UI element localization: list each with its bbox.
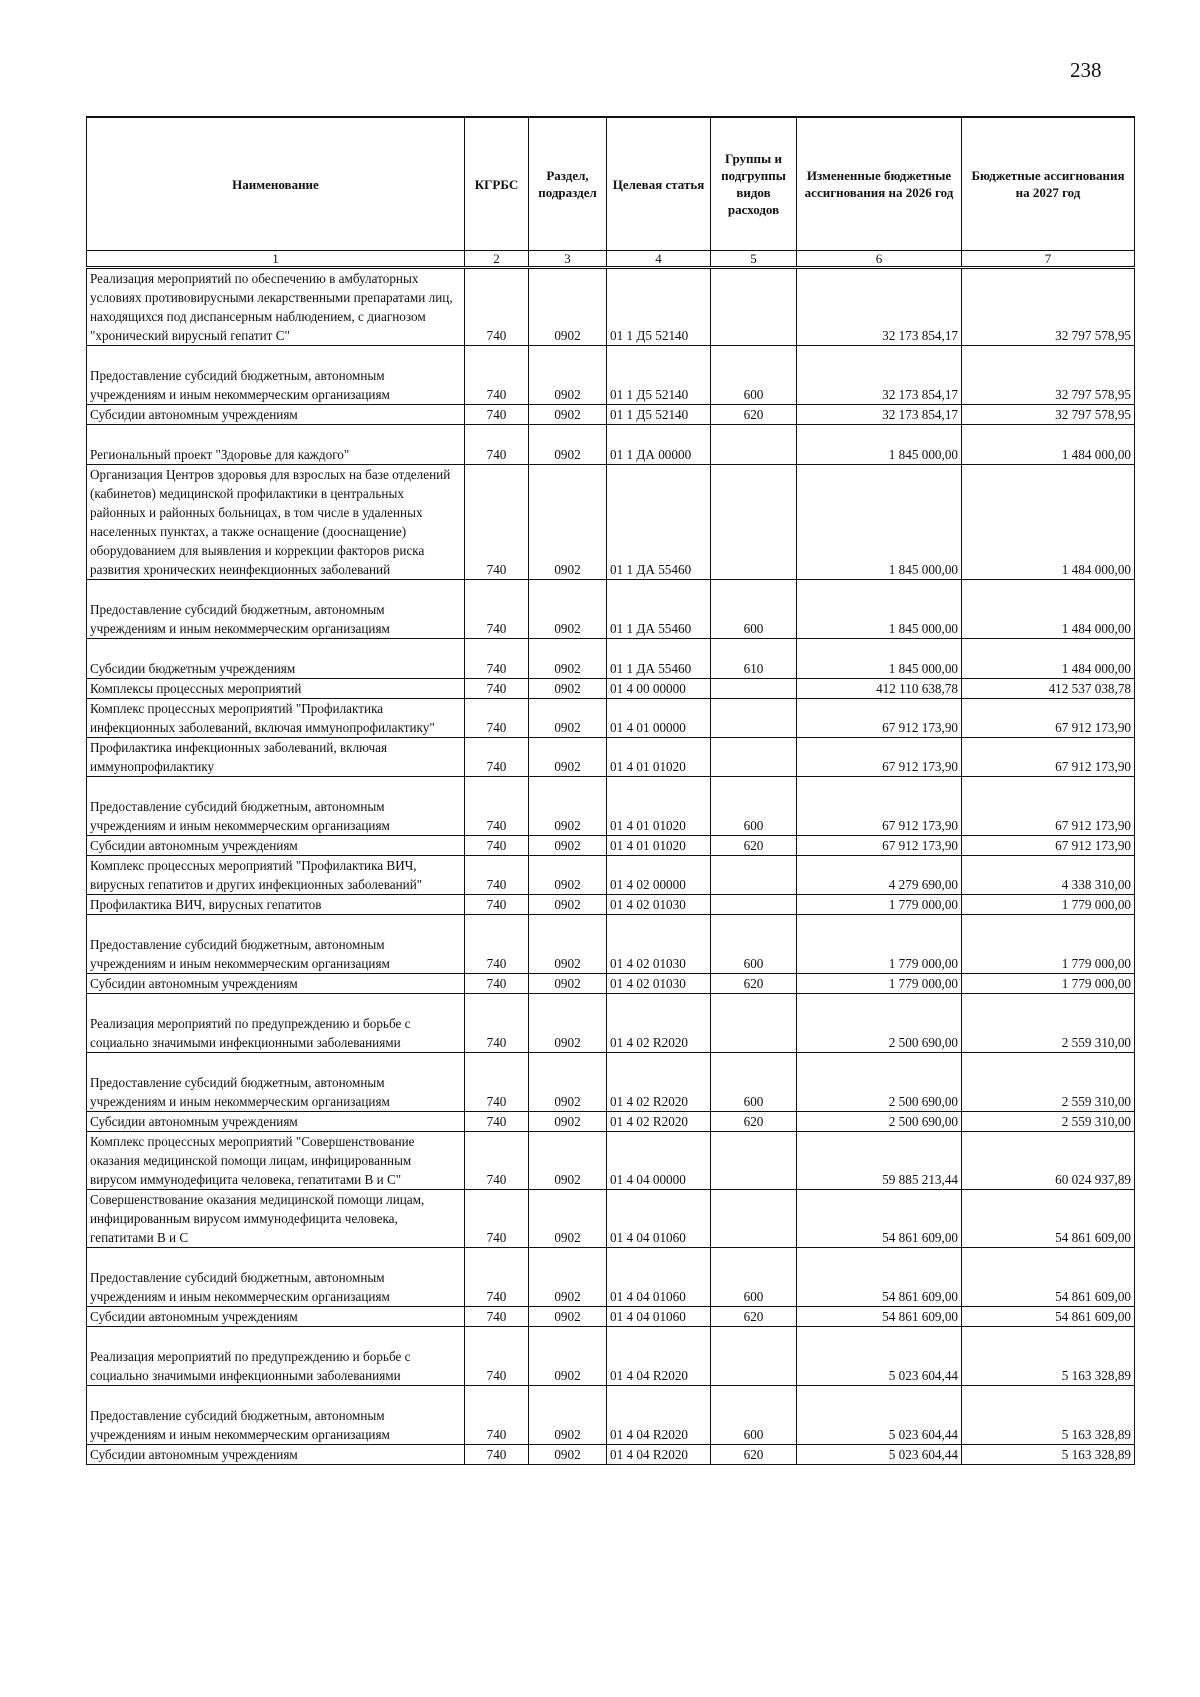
row-group: 620 <box>711 405 797 425</box>
row-amount-2026: 1 779 000,00 <box>797 974 962 994</box>
row-group: 620 <box>711 836 797 856</box>
row-section: 0902 <box>529 915 607 974</box>
table-row <box>87 1445 1135 1465</box>
table-row <box>87 974 1135 994</box>
row-amount-2027: 67 912 173,90 <box>962 836 1135 856</box>
row-kgrbs: 740 <box>465 580 529 639</box>
row-section: 0902 <box>529 1386 607 1445</box>
row-section: 0902 <box>529 425 607 465</box>
row-amount-2026: 54 861 609,00 <box>797 1248 962 1307</box>
header-kgrbs: КГРБС <box>465 117 529 251</box>
row-amount-2027: 1 484 000,00 <box>962 639 1135 679</box>
row-name: Предоставление субсидий бюджетным, автономным учреждениям и иным некоммерческим организациям <box>87 346 465 405</box>
row-amount-2027: 32 797 578,95 <box>962 268 1135 346</box>
row-name: Комплекс процессных мероприятий "Профилактика инфекционных заболеваний, включая иммунопрофилактику" <box>87 699 465 738</box>
table-row <box>87 465 1135 580</box>
row-target: 01 4 00 00000 <box>607 679 711 699</box>
row-amount-2026: 32 173 854,17 <box>797 268 962 346</box>
table-row <box>87 1327 1135 1386</box>
row-section: 0902 <box>529 1112 607 1132</box>
table-row <box>87 405 1135 425</box>
column-number: 1 <box>87 251 465 268</box>
row-group <box>711 1327 797 1386</box>
row-target: 01 1 ДА 00000 <box>607 425 711 465</box>
row-target: 01 4 04 R2020 <box>607 1386 711 1445</box>
row-kgrbs: 740 <box>465 856 529 895</box>
table-row <box>87 268 1135 346</box>
table-row <box>87 738 1135 777</box>
row-section: 0902 <box>529 699 607 738</box>
row-group: 600 <box>711 1053 797 1112</box>
row-group <box>711 465 797 580</box>
row-target: 01 4 01 01020 <box>607 836 711 856</box>
row-kgrbs: 740 <box>465 1112 529 1132</box>
row-group: 620 <box>711 974 797 994</box>
table-row <box>87 699 1135 738</box>
row-kgrbs: 740 <box>465 738 529 777</box>
table-row <box>87 856 1135 895</box>
row-name: Предоставление субсидий бюджетным, автономным учреждениям и иным некоммерческим организациям <box>87 1248 465 1307</box>
column-numbers-row <box>87 251 1135 268</box>
row-name: Предоставление субсидий бюджетным, автономным учреждениям и иным некоммерческим организациям <box>87 580 465 639</box>
row-amount-2027: 32 797 578,95 <box>962 346 1135 405</box>
row-kgrbs: 740 <box>465 1327 529 1386</box>
row-target: 01 4 02 R2020 <box>607 1053 711 1112</box>
table-row <box>87 346 1135 405</box>
column-number: 2 <box>465 251 529 268</box>
row-target: 01 4 04 01060 <box>607 1307 711 1327</box>
row-target: 01 4 01 01020 <box>607 738 711 777</box>
row-group <box>711 1190 797 1248</box>
row-target: 01 4 01 00000 <box>607 699 711 738</box>
table-row <box>87 425 1135 465</box>
row-section: 0902 <box>529 738 607 777</box>
table-row <box>87 1307 1135 1327</box>
row-name: Предоставление субсидий бюджетным, автономным учреждениям и иным некоммерческим организациям <box>87 1053 465 1112</box>
table-row <box>87 1386 1135 1445</box>
row-group <box>711 895 797 915</box>
row-amount-2027: 2 559 310,00 <box>962 1112 1135 1132</box>
row-amount-2027: 5 163 328,89 <box>962 1327 1135 1386</box>
row-amount-2026: 5 023 604,44 <box>797 1327 962 1386</box>
row-section: 0902 <box>529 1445 607 1465</box>
row-kgrbs: 740 <box>465 1190 529 1248</box>
row-name: Субсидии автономным учреждениям <box>87 1445 465 1465</box>
row-section: 0902 <box>529 836 607 856</box>
page-number: 238 <box>1070 58 1102 82</box>
row-kgrbs: 740 <box>465 1132 529 1190</box>
row-target: 01 4 04 01060 <box>607 1190 711 1248</box>
row-section: 0902 <box>529 994 607 1053</box>
row-kgrbs: 740 <box>465 405 529 425</box>
table-row <box>87 836 1135 856</box>
row-kgrbs: 740 <box>465 268 529 346</box>
row-kgrbs: 740 <box>465 1445 529 1465</box>
row-amount-2027: 54 861 609,00 <box>962 1190 1135 1248</box>
row-amount-2026: 67 912 173,90 <box>797 836 962 856</box>
row-amount-2026: 1 779 000,00 <box>797 895 962 915</box>
row-kgrbs: 740 <box>465 994 529 1053</box>
row-group <box>711 856 797 895</box>
row-group: 600 <box>711 1248 797 1307</box>
row-group: 600 <box>711 346 797 405</box>
row-target: 01 1 ДА 55460 <box>607 465 711 580</box>
row-section: 0902 <box>529 465 607 580</box>
row-amount-2027: 4 338 310,00 <box>962 856 1135 895</box>
row-name: Субсидии автономным учреждениям <box>87 1112 465 1132</box>
row-amount-2027: 32 797 578,95 <box>962 405 1135 425</box>
row-name: Организация Центров здоровья для взрослых на базе отделений (кабинетов) медицинской профилактики в центральных районных и районных больницах, в том числе в удаленных населенных пунктах, а также оснащение (дооснащение) оборудованием для выявления и коррекции факторов риска развития хронических неинфекционных заболеваний <box>87 465 465 580</box>
table-row <box>87 639 1135 679</box>
row-group: 620 <box>711 1307 797 1327</box>
table-row <box>87 580 1135 639</box>
row-target: 01 1 Д5 52140 <box>607 405 711 425</box>
header-target: Целевая статья <box>607 117 711 251</box>
row-amount-2026: 67 912 173,90 <box>797 699 962 738</box>
row-section: 0902 <box>529 268 607 346</box>
row-amount-2026: 5 023 604,44 <box>797 1445 962 1465</box>
row-group: 600 <box>711 1386 797 1445</box>
column-number: 5 <box>711 251 797 268</box>
row-kgrbs: 740 <box>465 425 529 465</box>
row-target: 01 4 02 01030 <box>607 974 711 994</box>
row-name: Региональный проект "Здоровье для каждого" <box>87 425 465 465</box>
row-group: 600 <box>711 580 797 639</box>
row-section: 0902 <box>529 974 607 994</box>
row-kgrbs: 740 <box>465 974 529 994</box>
row-amount-2027: 2 559 310,00 <box>962 1053 1135 1112</box>
row-target: 01 1 Д5 52140 <box>607 268 711 346</box>
table-row <box>87 679 1135 699</box>
table-row <box>87 895 1135 915</box>
row-amount-2027: 1 779 000,00 <box>962 915 1135 974</box>
row-target: 01 4 04 01060 <box>607 1248 711 1307</box>
row-section: 0902 <box>529 346 607 405</box>
row-target: 01 4 04 00000 <box>607 1132 711 1190</box>
row-amount-2026: 1 779 000,00 <box>797 915 962 974</box>
row-name: Профилактика ВИЧ, вирусных гепатитов <box>87 895 465 915</box>
row-group <box>711 1132 797 1190</box>
row-section: 0902 <box>529 679 607 699</box>
row-name: Реализация мероприятий по предупреждению и борьбе с социально значимыми инфекционными заболеваниями <box>87 994 465 1053</box>
row-name: Комплексы процессных мероприятий <box>87 679 465 699</box>
row-target: 01 4 02 00000 <box>607 856 711 895</box>
row-kgrbs: 740 <box>465 699 529 738</box>
row-amount-2026: 54 861 609,00 <box>797 1190 962 1248</box>
row-amount-2026: 32 173 854,17 <box>797 346 962 405</box>
header-groups: Группы и подгруппы видов расходов <box>711 117 797 251</box>
row-kgrbs: 740 <box>465 1248 529 1307</box>
row-group: 620 <box>711 1445 797 1465</box>
row-amount-2026: 4 279 690,00 <box>797 856 962 895</box>
row-group: 620 <box>711 1112 797 1132</box>
row-kgrbs: 740 <box>465 1053 529 1112</box>
table-row <box>87 915 1135 974</box>
row-target: 01 1 ДА 55460 <box>607 639 711 679</box>
row-kgrbs: 740 <box>465 1386 529 1445</box>
row-amount-2026: 412 110 638,78 <box>797 679 962 699</box>
header-2027: Бюджетные ассигнования на 2027 год <box>962 117 1135 251</box>
column-number: 7 <box>962 251 1135 268</box>
row-group <box>711 679 797 699</box>
row-amount-2027: 5 163 328,89 <box>962 1445 1135 1465</box>
row-amount-2027: 67 912 173,90 <box>962 699 1135 738</box>
table-row <box>87 1112 1135 1132</box>
row-name: Совершенствование оказания медицинской помощи лицам, инфицированным вирусом иммунодефицита человека, гепатитами В и С <box>87 1190 465 1248</box>
row-section: 0902 <box>529 1190 607 1248</box>
row-section: 0902 <box>529 777 607 836</box>
row-kgrbs: 740 <box>465 346 529 405</box>
row-amount-2026: 32 173 854,17 <box>797 405 962 425</box>
header-section: Раздел, подраздел <box>529 117 607 251</box>
row-group: 600 <box>711 915 797 974</box>
row-name: Субсидии автономным учреждениям <box>87 836 465 856</box>
row-section: 0902 <box>529 405 607 425</box>
row-amount-2026: 54 861 609,00 <box>797 1307 962 1327</box>
row-target: 01 1 Д5 52140 <box>607 346 711 405</box>
table-body <box>87 268 1135 1465</box>
row-amount-2026: 2 500 690,00 <box>797 994 962 1053</box>
row-name: Реализация мероприятий по обеспечению в амбулаторных условиях противовирусными лекарственными препаратами лиц, находящихся под диспансерным наблюдением, с диагнозом "хронический вирусный гепатит С" <box>87 268 465 346</box>
row-section: 0902 <box>529 1307 607 1327</box>
row-group: 610 <box>711 639 797 679</box>
row-group <box>711 738 797 777</box>
row-target: 01 4 04 R2020 <box>607 1445 711 1465</box>
row-amount-2027: 1 484 000,00 <box>962 580 1135 639</box>
table-row <box>87 1190 1135 1248</box>
row-section: 0902 <box>529 1053 607 1112</box>
row-amount-2026: 2 500 690,00 <box>797 1053 962 1112</box>
row-kgrbs: 740 <box>465 895 529 915</box>
row-target: 01 1 ДА 55460 <box>607 580 711 639</box>
row-kgrbs: 740 <box>465 777 529 836</box>
row-section: 0902 <box>529 1132 607 1190</box>
row-kgrbs: 740 <box>465 915 529 974</box>
row-group <box>711 425 797 465</box>
row-name: Предоставление субсидий бюджетным, автономным учреждениям и иным некоммерческим организациям <box>87 777 465 836</box>
row-target: 01 4 04 R2020 <box>607 1327 711 1386</box>
row-kgrbs: 740 <box>465 1307 529 1327</box>
row-amount-2026: 1 845 000,00 <box>797 465 962 580</box>
row-name: Субсидии автономным учреждениям <box>87 405 465 425</box>
row-name: Комплекс процессных мероприятий "Совершенствование оказания медицинской помощи лицам, инфицированным вирусом иммунодефицита человека, гепатитами В и С" <box>87 1132 465 1190</box>
row-group <box>711 699 797 738</box>
row-amount-2027: 2 559 310,00 <box>962 994 1135 1053</box>
row-amount-2027: 54 861 609,00 <box>962 1307 1135 1327</box>
row-amount-2027: 5 163 328,89 <box>962 1386 1135 1445</box>
row-amount-2027: 412 537 038,78 <box>962 679 1135 699</box>
row-amount-2027: 60 024 937,89 <box>962 1132 1135 1190</box>
row-amount-2027: 67 912 173,90 <box>962 777 1135 836</box>
row-group: 600 <box>711 777 797 836</box>
row-section: 0902 <box>529 639 607 679</box>
row-name: Комплекс процессных мероприятий "Профилактика ВИЧ, вирусных гепатитов и других инфекционных заболеваний" <box>87 856 465 895</box>
table-row <box>87 994 1135 1053</box>
row-amount-2026: 59 885 213,44 <box>797 1132 962 1190</box>
row-amount-2027: 1 779 000,00 <box>962 895 1135 915</box>
table-row <box>87 1248 1135 1307</box>
row-kgrbs: 740 <box>465 836 529 856</box>
row-section: 0902 <box>529 1248 607 1307</box>
row-amount-2026: 67 912 173,90 <box>797 738 962 777</box>
row-section: 0902 <box>529 580 607 639</box>
row-amount-2026: 1 845 000,00 <box>797 639 962 679</box>
column-number: 6 <box>797 251 962 268</box>
row-amount-2026: 2 500 690,00 <box>797 1112 962 1132</box>
row-name: Предоставление субсидий бюджетным, автономным учреждениям и иным некоммерческим организациям <box>87 1386 465 1445</box>
table-row <box>87 1053 1135 1112</box>
row-group <box>711 994 797 1053</box>
table-header-row <box>87 117 1135 251</box>
row-section: 0902 <box>529 856 607 895</box>
row-amount-2026: 1 845 000,00 <box>797 580 962 639</box>
row-kgrbs: 740 <box>465 639 529 679</box>
row-target: 01 4 02 R2020 <box>607 994 711 1053</box>
budget-table <box>86 116 1135 1465</box>
row-name: Предоставление субсидий бюджетным, автономным учреждениям и иным некоммерческим организациям <box>87 915 465 974</box>
row-amount-2026: 1 845 000,00 <box>797 425 962 465</box>
row-section: 0902 <box>529 895 607 915</box>
column-number: 4 <box>607 251 711 268</box>
row-amount-2026: 67 912 173,90 <box>797 777 962 836</box>
row-group <box>711 268 797 346</box>
row-target: 01 4 01 01020 <box>607 777 711 836</box>
row-amount-2027: 67 912 173,90 <box>962 738 1135 777</box>
row-target: 01 4 02 01030 <box>607 895 711 915</box>
row-name: Субсидии бюджетным учреждениям <box>87 639 465 679</box>
row-kgrbs: 740 <box>465 679 529 699</box>
row-name: Субсидии автономным учреждениям <box>87 1307 465 1327</box>
row-amount-2026: 5 023 604,44 <box>797 1386 962 1445</box>
row-section: 0902 <box>529 1327 607 1386</box>
row-name: Профилактика инфекционных заболеваний, включая иммунопрофилактику <box>87 738 465 777</box>
row-amount-2027: 1 484 000,00 <box>962 425 1135 465</box>
row-amount-2027: 1 779 000,00 <box>962 974 1135 994</box>
row-target: 01 4 02 01030 <box>607 915 711 974</box>
row-name: Субсидии автономным учреждениям <box>87 974 465 994</box>
row-kgrbs: 740 <box>465 465 529 580</box>
header-name: Наименование <box>87 117 465 251</box>
row-amount-2027: 54 861 609,00 <box>962 1248 1135 1307</box>
table-row <box>87 1132 1135 1190</box>
row-target: 01 4 02 R2020 <box>607 1112 711 1132</box>
header-2026: Измененные бюджетные ассигнования на 2026 год <box>797 117 962 251</box>
row-name: Реализация мероприятий по предупреждению и борьбе с социально значимыми инфекционными заболеваниями <box>87 1327 465 1386</box>
row-amount-2027: 1 484 000,00 <box>962 465 1135 580</box>
table-row <box>87 777 1135 836</box>
column-number: 3 <box>529 251 607 268</box>
